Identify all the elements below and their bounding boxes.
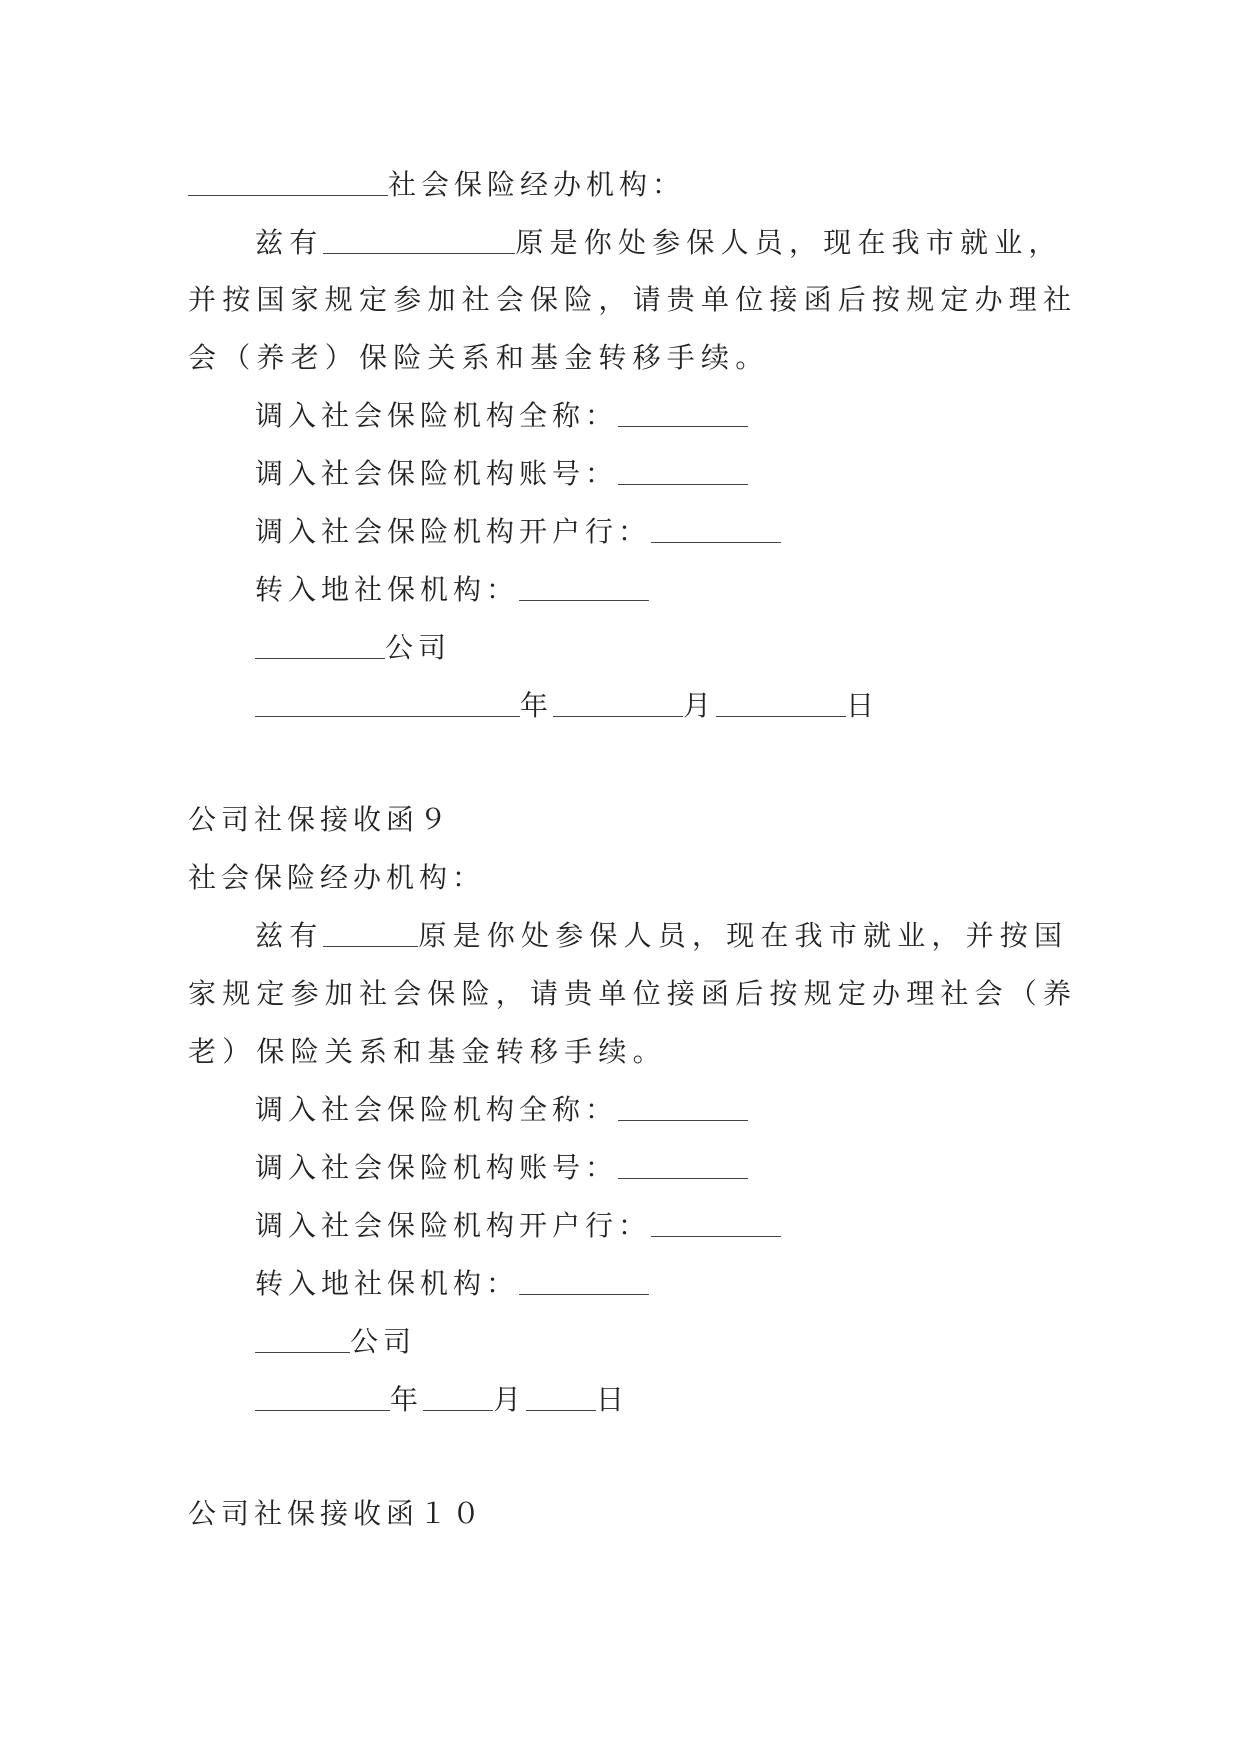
- addressee-text: 社会保险经办机构：: [188, 861, 486, 894]
- org-blank: [188, 165, 388, 196]
- section-title: 公司社保接收函９: [188, 803, 453, 836]
- year-blank: [255, 686, 520, 717]
- letter1-field-name: [255, 394, 748, 438]
- letter1-date-line: [255, 684, 879, 728]
- letter1-field-account: [255, 452, 748, 496]
- letter2-field-name: [255, 1088, 748, 1132]
- para-text: 并按国家规定参加社会保险，请贵单位接函后按规定办理社: [188, 283, 1078, 316]
- letter2-paragraph-line-3: [188, 1030, 667, 1074]
- field-blank: [618, 1090, 748, 1121]
- letter3-title: [188, 1492, 485, 1536]
- letter1-paragraph-line-3: [188, 336, 769, 380]
- day-text: 日: [596, 1383, 630, 1416]
- field-blank: [519, 1264, 649, 1295]
- letter2-field-bank: [255, 1204, 781, 1248]
- person-blank: [323, 916, 418, 947]
- year-blank: [255, 1380, 390, 1411]
- field-label: 调入社会保险机构账号：: [255, 457, 619, 490]
- para-text: 家规定参加社会保险，请贵单位接函后按规定办理社会（养: [188, 977, 1078, 1010]
- para-text: 原是你处参保人员，现在我市就业，并按国: [418, 919, 1069, 952]
- day-text: 日: [846, 689, 880, 722]
- field-label: 调入社会保险机构全称：: [255, 399, 619, 432]
- letter2-paragraph-line-2: [188, 972, 1077, 1016]
- letter2-field-account: [255, 1146, 748, 1190]
- para-prefix: 兹有: [255, 919, 324, 952]
- field-label: 调入社会保险机构全称：: [255, 1093, 619, 1126]
- para-text: 原是你处参保人员，现在我市就业，: [515, 226, 1063, 259]
- field-blank: [618, 454, 748, 485]
- company-text: 公司: [350, 1325, 417, 1358]
- letter2-date-line: [255, 1378, 629, 1422]
- month-blank: [423, 1380, 493, 1411]
- field-blank: [519, 570, 649, 601]
- letter1-field-agency: [255, 568, 649, 612]
- letter1-paragraph-line-2: [188, 278, 1077, 322]
- field-label: 调入社会保险机构账号：: [255, 1151, 619, 1184]
- field-blank: [618, 1148, 748, 1179]
- letter1-company-line: [255, 626, 451, 670]
- letter2-title: [188, 798, 452, 842]
- person-blank: [323, 223, 515, 254]
- field-blank: [651, 1206, 781, 1237]
- month-blank: [553, 686, 683, 717]
- day-blank: [716, 686, 846, 717]
- letter2-paragraph-line-1: [255, 914, 1068, 958]
- para-text: 老）保险关系和基金转移手续。: [188, 1035, 667, 1068]
- field-label: 调入社会保险机构开户行：: [255, 515, 652, 548]
- field-blank: [651, 512, 781, 543]
- section-title: 公司社保接收函１０: [188, 1497, 486, 1530]
- field-blank: [618, 396, 748, 427]
- letter2-company-line: [255, 1320, 416, 1364]
- company-blank: [255, 1322, 350, 1353]
- letter1-addressee-line: [188, 163, 685, 207]
- letter1-field-bank: [255, 510, 781, 554]
- para-prefix: 兹有: [255, 226, 324, 259]
- company-blank: [255, 628, 385, 659]
- month-text: 月: [493, 1383, 527, 1416]
- company-text: 公司: [385, 631, 452, 664]
- letter2-addressee-line: [188, 856, 485, 900]
- day-blank: [526, 1380, 596, 1411]
- addressee-text: 社会保险经办机构：: [388, 168, 686, 201]
- letter1-paragraph-line-1: [255, 221, 1063, 265]
- letter2-field-agency: [255, 1262, 649, 1306]
- year-text: 年: [390, 1383, 424, 1416]
- year-text: 年: [520, 689, 554, 722]
- field-label: 调入社会保险机构开户行：: [255, 1209, 652, 1242]
- field-label: 转入地社保机构：: [255, 1267, 520, 1300]
- month-text: 月: [683, 689, 717, 722]
- para-text: 会（养老）保险关系和基金转移手续。: [188, 341, 770, 374]
- field-label: 转入地社保机构：: [255, 573, 520, 606]
